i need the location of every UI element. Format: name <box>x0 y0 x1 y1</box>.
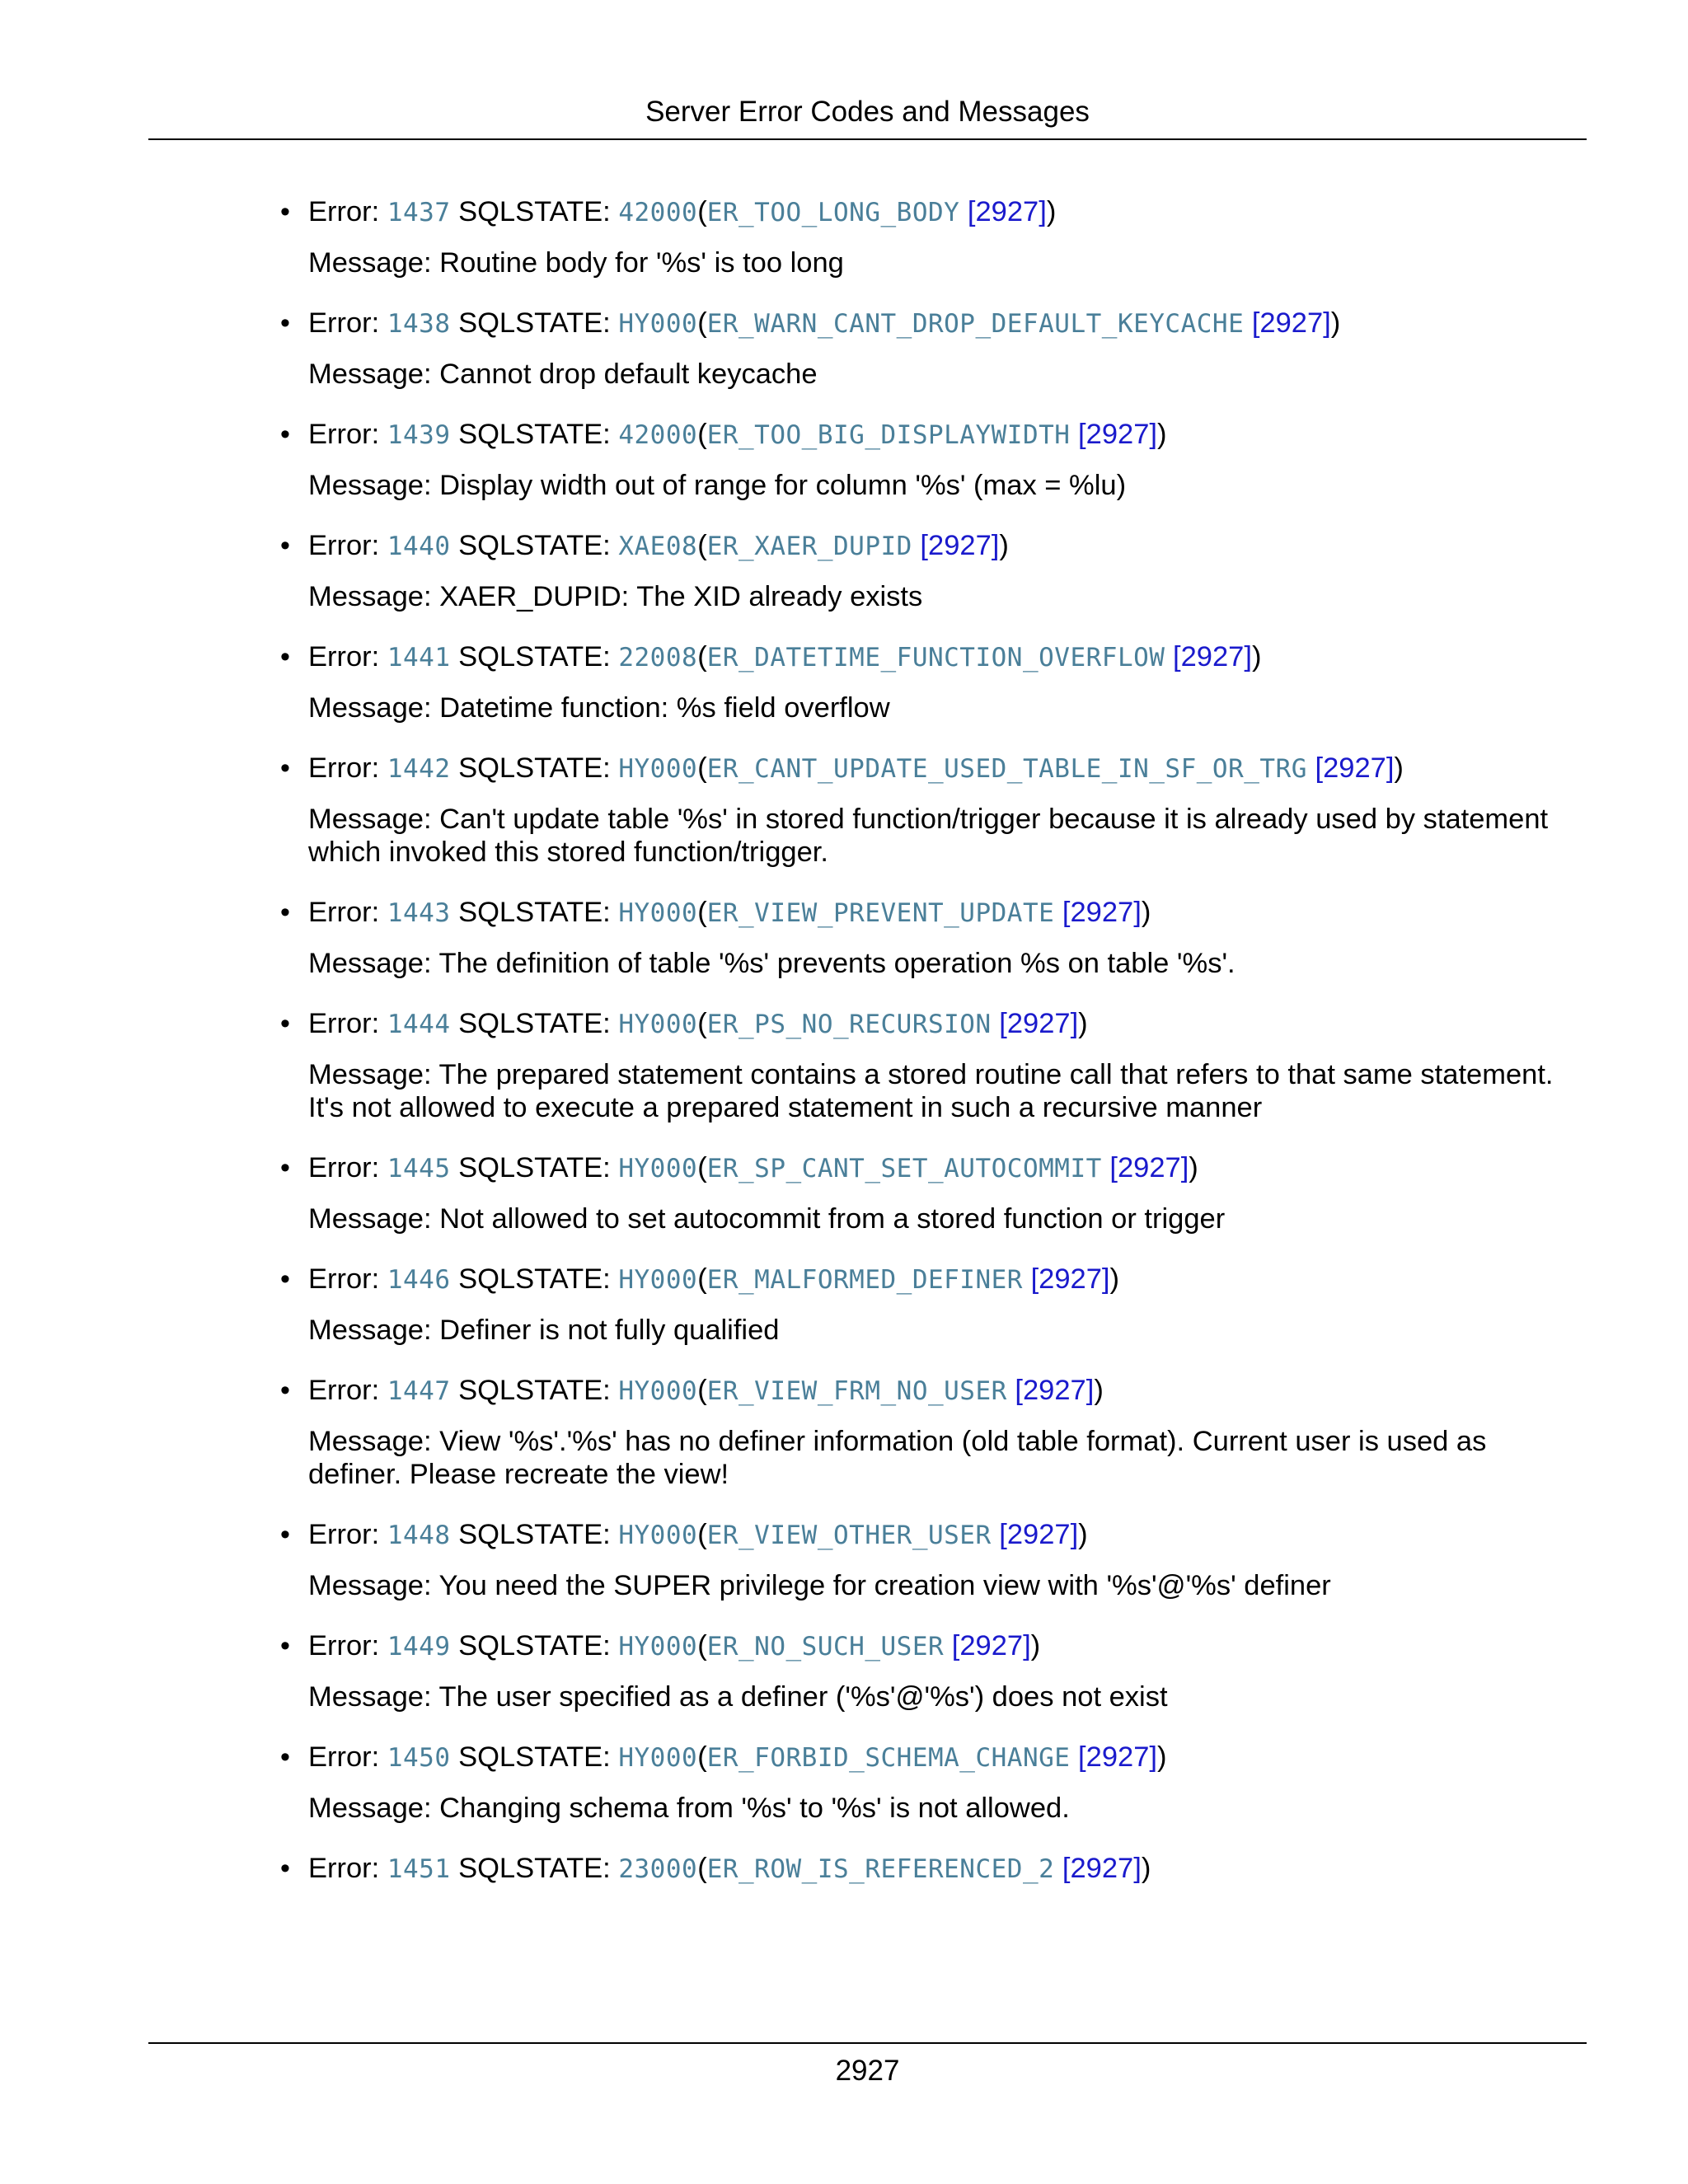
page-header <box>148 92 1587 140</box>
error-symbol: ER_PS_NO_RECURSION <box>706 1010 992 1039</box>
page-reference-link[interactable]: [2927] <box>1109 1152 1189 1183</box>
sqlstate-label: SQLSTATE: <box>450 1519 619 1550</box>
page-reference-link[interactable]: [2927] <box>1015 1375 1095 1406</box>
sqlstate-value: HY000 <box>618 898 698 928</box>
close-paren: ) <box>1046 196 1057 227</box>
page-reference-link[interactable]: [2927] <box>1173 641 1252 673</box>
error-line <box>308 746 1574 791</box>
error-code: 1440 <box>387 532 451 561</box>
page-reference-link[interactable]: [2927] <box>1062 897 1142 928</box>
error-message <box>308 580 1574 613</box>
error-symbol: ER_WARN_CANT_DROP_DEFAULT_KEYCACHE <box>706 309 1245 339</box>
open-paren: ( <box>697 1152 707 1183</box>
symbol-spacer <box>992 1008 1000 1039</box>
sqlstate-label: SQLSTATE: <box>450 1853 619 1884</box>
symbol-spacer <box>1102 1152 1110 1183</box>
error-line <box>308 523 1574 569</box>
message-label: Message: <box>308 1570 439 1601</box>
error-symbol: ER_SP_CANT_SET_AUTOCOMMIT <box>706 1154 1102 1183</box>
sqlstate-label: SQLSTATE: <box>450 196 619 227</box>
close-paren: ) <box>1251 641 1262 673</box>
sqlstate-label: SQLSTATE: <box>450 1263 619 1295</box>
close-paren: ) <box>1078 1008 1088 1039</box>
error-entry <box>280 1735 1574 1825</box>
message-label: Message: <box>308 1793 440 1824</box>
page-reference-link[interactable]: [2927] <box>1078 1741 1157 1773</box>
error-entry <box>280 1146 1574 1235</box>
error-entry <box>280 1257 1574 1347</box>
page-reference-link[interactable]: [2927] <box>967 196 1047 227</box>
error-message <box>308 469 1574 502</box>
symbol-spacer <box>992 1519 1000 1550</box>
open-paren: ( <box>697 196 707 227</box>
bullet-icon: • <box>280 752 290 784</box>
error-code: 1446 <box>387 1265 451 1295</box>
error-code: 1443 <box>387 898 451 928</box>
error-symbol: ER_FORBID_SCHEMA_CHANGE <box>706 1743 1071 1773</box>
message-text: Definer is not fully qualified <box>439 1315 780 1346</box>
sqlstate-value: HY000 <box>618 309 698 339</box>
sqlstate-label: SQLSTATE: <box>450 1008 619 1039</box>
error-entry <box>280 1001 1574 1124</box>
page-reference-link[interactable]: [2927] <box>1062 1853 1142 1884</box>
sqlstate-label: SQLSTATE: <box>450 897 619 928</box>
error-entry <box>280 1512 1574 1602</box>
symbol-spacer <box>1023 1263 1031 1295</box>
sqlstate-value: HY000 <box>618 1743 698 1773</box>
error-label: Error: <box>308 1008 387 1039</box>
symbol-spacer <box>1070 1741 1078 1773</box>
symbol-spacer <box>1054 1853 1062 1884</box>
close-paren: ) <box>1078 1519 1088 1550</box>
error-symbol: ER_ROW_IS_REFERENCED_2 <box>706 1854 1055 1884</box>
message-text: Cannot drop default keycache <box>439 359 818 390</box>
error-line <box>308 1001 1574 1047</box>
error-label: Error: <box>308 752 387 784</box>
error-line <box>308 1735 1574 1780</box>
sqlstate-label: SQLSTATE: <box>450 419 619 450</box>
error-label: Error: <box>308 1519 387 1550</box>
open-paren: ( <box>697 897 707 928</box>
error-entry <box>280 523 1574 613</box>
sqlstate-value: 22008 <box>618 643 698 673</box>
sqlstate-value: HY000 <box>618 1521 698 1550</box>
page-reference-link[interactable]: [2927] <box>920 530 1000 561</box>
open-paren: ( <box>697 1263 707 1295</box>
open-paren: ( <box>697 1008 707 1039</box>
bullet-icon: • <box>280 1263 290 1295</box>
sqlstate-value: 42000 <box>618 198 698 227</box>
page-reference-link[interactable]: [2927] <box>1315 752 1395 784</box>
error-symbol: ER_VIEW_FRM_NO_USER <box>706 1376 1007 1406</box>
bullet-icon: • <box>280 1519 290 1550</box>
error-line <box>308 1368 1574 1413</box>
sqlstate-label: SQLSTATE: <box>450 1741 619 1773</box>
message-label: Message: <box>308 581 440 612</box>
error-label: Error: <box>308 196 387 227</box>
bullet-icon: • <box>280 1375 290 1406</box>
open-paren: ( <box>697 1519 707 1550</box>
message-label: Message: <box>308 1059 439 1090</box>
error-message <box>308 1202 1574 1235</box>
error-entry <box>280 635 1574 724</box>
message-text: View '%s'.'%s' has no definer information (old table format). Current user is used as definer. Please recreate the view! <box>308 1426 1487 1490</box>
message-text: The user specified as a definer ('%s'@'%s') does not exist <box>438 1681 1168 1713</box>
message-label: Message: <box>308 1203 440 1235</box>
error-line <box>308 301 1574 346</box>
error-line <box>308 890 1574 935</box>
error-line <box>308 1146 1574 1191</box>
error-line <box>308 412 1574 457</box>
message-label: Message: <box>308 247 440 279</box>
error-line <box>308 1846 1574 1891</box>
error-entry <box>280 746 1574 869</box>
message-text: Not allowed to set autocommit from a stored function or trigger <box>439 1203 1226 1235</box>
sqlstate-label: SQLSTATE: <box>450 1375 619 1406</box>
close-paren: ) <box>1094 1375 1104 1406</box>
bullet-icon: • <box>280 1008 290 1039</box>
message-text: Can't update table '%s' in stored function/trigger because it is already used by statement which invoked this stored function/trigger. <box>308 804 1549 868</box>
open-paren: ( <box>697 1375 707 1406</box>
message-label: Message: <box>308 470 440 501</box>
page-footer <box>148 2042 1587 2092</box>
open-paren: ( <box>697 419 707 450</box>
error-code: 1437 <box>387 198 451 227</box>
message-label: Message: <box>308 1426 440 1457</box>
error-code: 1441 <box>387 643 451 673</box>
error-message <box>308 947 1574 980</box>
error-label: Error: <box>308 419 387 450</box>
error-message <box>308 246 1574 279</box>
sqlstate-value: 42000 <box>618 420 698 450</box>
error-symbol: ER_VIEW_OTHER_USER <box>706 1521 992 1550</box>
error-line <box>308 1624 1574 1669</box>
error-entry <box>280 412 1574 502</box>
error-message <box>308 1680 1574 1713</box>
message-text: Routine body for '%s' is too long <box>439 247 844 279</box>
error-code: 1448 <box>387 1521 451 1550</box>
symbol-spacer <box>944 1630 952 1661</box>
error-entry <box>280 1624 1574 1713</box>
error-label: Error: <box>308 1263 387 1295</box>
error-message <box>308 1569 1574 1602</box>
sqlstate-label: SQLSTATE: <box>450 307 619 339</box>
message-label: Message: <box>308 804 440 835</box>
error-symbol: ER_NO_SUCH_USER <box>706 1632 945 1661</box>
symbol-spacer <box>1007 1375 1015 1406</box>
sqlstate-value: XAE08 <box>618 532 698 561</box>
close-paren: ) <box>1109 1263 1119 1295</box>
close-paren: ) <box>1030 1630 1041 1661</box>
error-entry <box>280 190 1574 279</box>
sqlstate-value: HY000 <box>618 1265 698 1295</box>
error-label: Error: <box>308 1630 387 1661</box>
error-code: 1442 <box>387 754 451 784</box>
symbol-spacer <box>1165 641 1173 673</box>
page-reference-link[interactable]: [2927] <box>1030 1263 1110 1295</box>
error-symbol: ER_CANT_UPDATE_USED_TABLE_IN_SF_OR_TRG <box>706 754 1307 784</box>
bullet-icon: • <box>280 1853 290 1884</box>
message-label: Message: <box>308 1315 440 1346</box>
bullet-icon: • <box>280 1152 290 1183</box>
error-message <box>308 1425 1574 1491</box>
message-text: XAER_DUPID: The XID already exists <box>439 581 923 612</box>
page-reference-link[interactable]: [2927] <box>999 1519 1079 1550</box>
bullet-icon: • <box>280 1741 290 1773</box>
error-line <box>308 1512 1574 1558</box>
message-label: Message: <box>308 692 440 724</box>
message-text: You need the SUPER privilege for creation view with '%s'@'%s' definer <box>438 1570 1331 1601</box>
page-reference-link[interactable]: [2927] <box>999 1008 1079 1039</box>
close-paren: ) <box>1141 1853 1151 1884</box>
error-symbol: ER_VIEW_PREVENT_UPDATE <box>706 898 1055 928</box>
message-label: Message: <box>308 1681 439 1713</box>
error-entry <box>280 301 1574 391</box>
close-paren: ) <box>999 530 1009 561</box>
sqlstate-label: SQLSTATE: <box>450 1152 619 1183</box>
error-label: Error: <box>308 1375 387 1406</box>
sqlstate-label: SQLSTATE: <box>450 530 619 561</box>
sqlstate-label: SQLSTATE: <box>450 752 619 784</box>
page-reference-link[interactable]: [2927] <box>951 1630 1031 1661</box>
error-label: Error: <box>308 530 387 561</box>
error-label: Error: <box>308 1152 387 1183</box>
open-paren: ( <box>697 1853 707 1884</box>
page-reference-link[interactable]: [2927] <box>1078 419 1157 450</box>
error-message <box>308 803 1574 869</box>
close-paren: ) <box>1394 752 1404 784</box>
error-line <box>308 190 1574 235</box>
error-code: 1447 <box>387 1376 451 1406</box>
error-entry <box>280 1846 1574 1891</box>
sqlstate-value: HY000 <box>618 1376 698 1406</box>
error-symbol: ER_XAER_DUPID <box>706 532 912 561</box>
symbol-spacer <box>959 196 968 227</box>
error-label: Error: <box>308 641 387 673</box>
message-text: Datetime function: %s field overflow <box>439 692 890 724</box>
message-text: Display width out of range for column '%s' (max = %lu) <box>439 470 1127 501</box>
symbol-spacer <box>912 530 921 561</box>
error-code: 1450 <box>387 1743 451 1773</box>
bullet-icon: • <box>280 307 290 339</box>
error-message <box>308 1314 1574 1347</box>
open-paren: ( <box>697 1741 707 1773</box>
message-label: Message: <box>308 359 440 390</box>
symbol-spacer <box>1307 752 1315 784</box>
bullet-icon: • <box>280 641 290 673</box>
error-line <box>308 1257 1574 1302</box>
sqlstate-value: HY000 <box>618 1632 698 1661</box>
error-code: 1445 <box>387 1154 451 1183</box>
open-paren: ( <box>697 641 707 673</box>
error-code: 1451 <box>387 1854 451 1884</box>
close-paren: ) <box>1156 419 1167 450</box>
error-entry <box>280 890 1574 980</box>
message-label: Message: <box>308 948 439 979</box>
error-message <box>308 1792 1574 1825</box>
sqlstate-value: 23000 <box>618 1854 698 1884</box>
bullet-icon: • <box>280 530 290 561</box>
message-text: Changing schema from '%s' to '%s' is not allowed. <box>439 1793 1070 1824</box>
symbol-spacer <box>1070 419 1078 450</box>
error-symbol: ER_DATETIME_FUNCTION_OVERFLOW <box>706 643 1165 673</box>
open-paren: ( <box>697 307 707 339</box>
error-message <box>308 1058 1574 1124</box>
error-code: 1444 <box>387 1010 451 1039</box>
sqlstate-label: SQLSTATE: <box>450 641 619 673</box>
page-reference-link[interactable]: [2927] <box>1251 307 1331 339</box>
close-paren: ) <box>1141 897 1151 928</box>
symbol-spacer <box>1054 897 1062 928</box>
symbol-spacer <box>1244 307 1252 339</box>
error-message <box>308 691 1574 724</box>
open-paren: ( <box>697 1630 707 1661</box>
close-paren: ) <box>1330 307 1341 339</box>
message-text: The definition of table '%s' prevents operation %s on table '%s'. <box>438 948 1236 979</box>
sqlstate-label: SQLSTATE: <box>450 1630 619 1661</box>
bullet-icon: • <box>280 897 290 928</box>
close-paren: ) <box>1189 1152 1198 1183</box>
error-symbol: ER_MALFORMED_DEFINER <box>706 1265 1023 1295</box>
open-paren: ( <box>697 530 707 561</box>
message-text: The prepared statement contains a stored routine call that refers to that same statement. It's not allowed to execute a prepared statement in such a recursive manner <box>308 1059 1554 1123</box>
bullet-icon: • <box>280 1630 290 1661</box>
error-entry <box>280 1368 1574 1491</box>
open-paren: ( <box>697 752 707 784</box>
error-symbol: ER_TOO_LONG_BODY <box>706 198 960 227</box>
sqlstate-value: HY000 <box>618 1154 698 1183</box>
error-label: Error: <box>308 307 387 339</box>
error-code: 1438 <box>387 309 451 339</box>
error-line <box>308 635 1574 680</box>
error-code: 1439 <box>387 420 451 450</box>
bullet-icon: • <box>280 196 290 227</box>
error-code: 1449 <box>387 1632 451 1661</box>
bullet-icon: • <box>280 419 290 450</box>
page-number: 2927 <box>835 2055 900 2087</box>
error-message <box>308 358 1574 391</box>
sqlstate-value: HY000 <box>618 1010 698 1039</box>
close-paren: ) <box>1156 1741 1167 1773</box>
sqlstate-value: HY000 <box>618 754 698 784</box>
error-label: Error: <box>308 1853 387 1884</box>
error-label: Error: <box>308 1741 387 1773</box>
page-title: Server Error Codes and Messages <box>645 96 1090 128</box>
error-symbol: ER_TOO_BIG_DISPLAYWIDTH <box>706 420 1071 450</box>
error-label: Error: <box>308 897 387 928</box>
error-code-list <box>280 190 1574 1891</box>
